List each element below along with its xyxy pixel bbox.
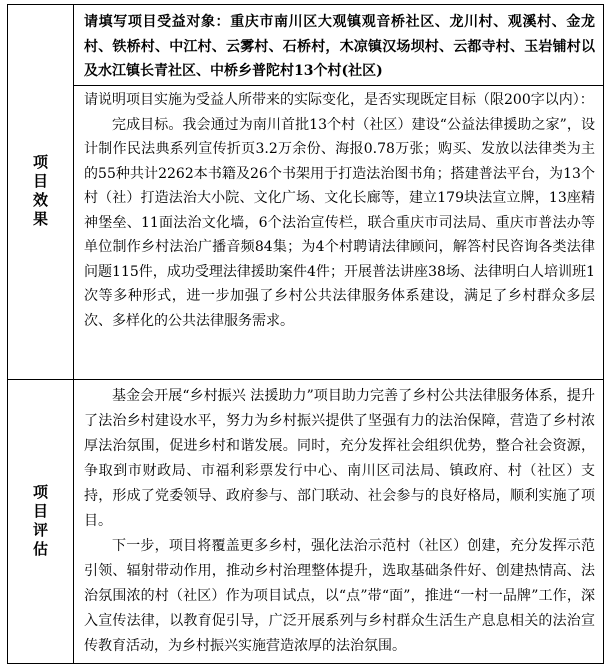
beneficiary-prompt: 请填写项目受益对象： — [84, 14, 231, 30]
evaluation-paragraph-1: 基金会开展“乡村振兴 法援助力”项目助力完善了乡村公共法律服务体系，提升了法治乡村建设水平，努力为乡村振兴提供了坚强有力的法治保障，营造了乡村浓厚法治氛围，促进乡村和谐发展。同时，充分发挥社会组织优势，整合社会资源，争取到市财政局、市福利彩票发行中心、南川区司法局、镇政府、村（社区）支持，形成了党委领导、政府参与、部门联动、社会参与的良好格局，顺利实施了项目。 — [84, 388, 595, 529]
effect-label: 项目效果 — [31, 154, 49, 230]
effect-content-cell — [74, 5, 603, 379]
effect-label-cell — [8, 5, 74, 379]
beneficiary-block — [74, 5, 603, 86]
evaluation-label-cell — [8, 379, 74, 663]
beneficiary-value: 重庆市南川区大观镇观音桥社区、龙川村、观溪村、金龙村、铁桥村、中江村、云雾村、石桥村，木凉镇汉场坝村、云都寺村、玉岩铺村以及水江镇长青社区、中桥乡普陀村13个村(社区) — [84, 14, 596, 79]
project-report-table — [7, 4, 604, 664]
evaluation-text-block — [74, 380, 603, 659]
evaluation-content-cell — [74, 379, 603, 663]
change-text: 完成目标。我会通过为南川首批13个村（社区）建设“公益法律援助之家”，设计制作民法典系列宣传折页3.2万余份、海报0.78万张；购买、发放以法律类为主的55种共计2262本书籍及26个书架用于打造法治图书角；搭建普法平台，为13个村（社）打造法治大小院、文化广场、文化长廊等，建立179块法宣立牌，13座精神堡垒、11面法治文化墙，6个法治宣传栏，联合重庆市司法局、重庆市普法办等单位制作乡村法治广播音频84集；为4个村聘请法律顾问，解答村民咨询各类法律问题115件，成功受理法律援助案件4件；开展普法讲座38场、法律明白人培训班1次等多种形式，进一步加强了乡村公共法律服务体系建设，满足了乡村群众多层次、多样化的公共法律服务需求。 — [84, 116, 595, 329]
evaluation-paragraph-2: 下一步，项目将覆盖更多乡村，强化法治示范村（社区）创建，充分发挥示范引领、辐射带动作用，推动乡村治理整体提升，选取基础条件好、创建热情高、法治氛围浓的村（社区）作为项目试点，以“点”带“面”，推进“一村一品牌”工作，深入宣传法律，以教育促引导，广泛开展系列与乡村群众生活生产息息相关的法治宣传教育活动，为乡村振兴实施营造浓厚的法治氛围。 — [84, 538, 595, 654]
change-block — [74, 86, 603, 333]
evaluation-label: 项目评估 — [31, 483, 49, 560]
beneficiary-paragraph — [84, 10, 595, 84]
change-prompt: 请说明项目实施为受益人所带来的实际变化，是否实现既定目标（限200字以内）： — [84, 92, 594, 108]
